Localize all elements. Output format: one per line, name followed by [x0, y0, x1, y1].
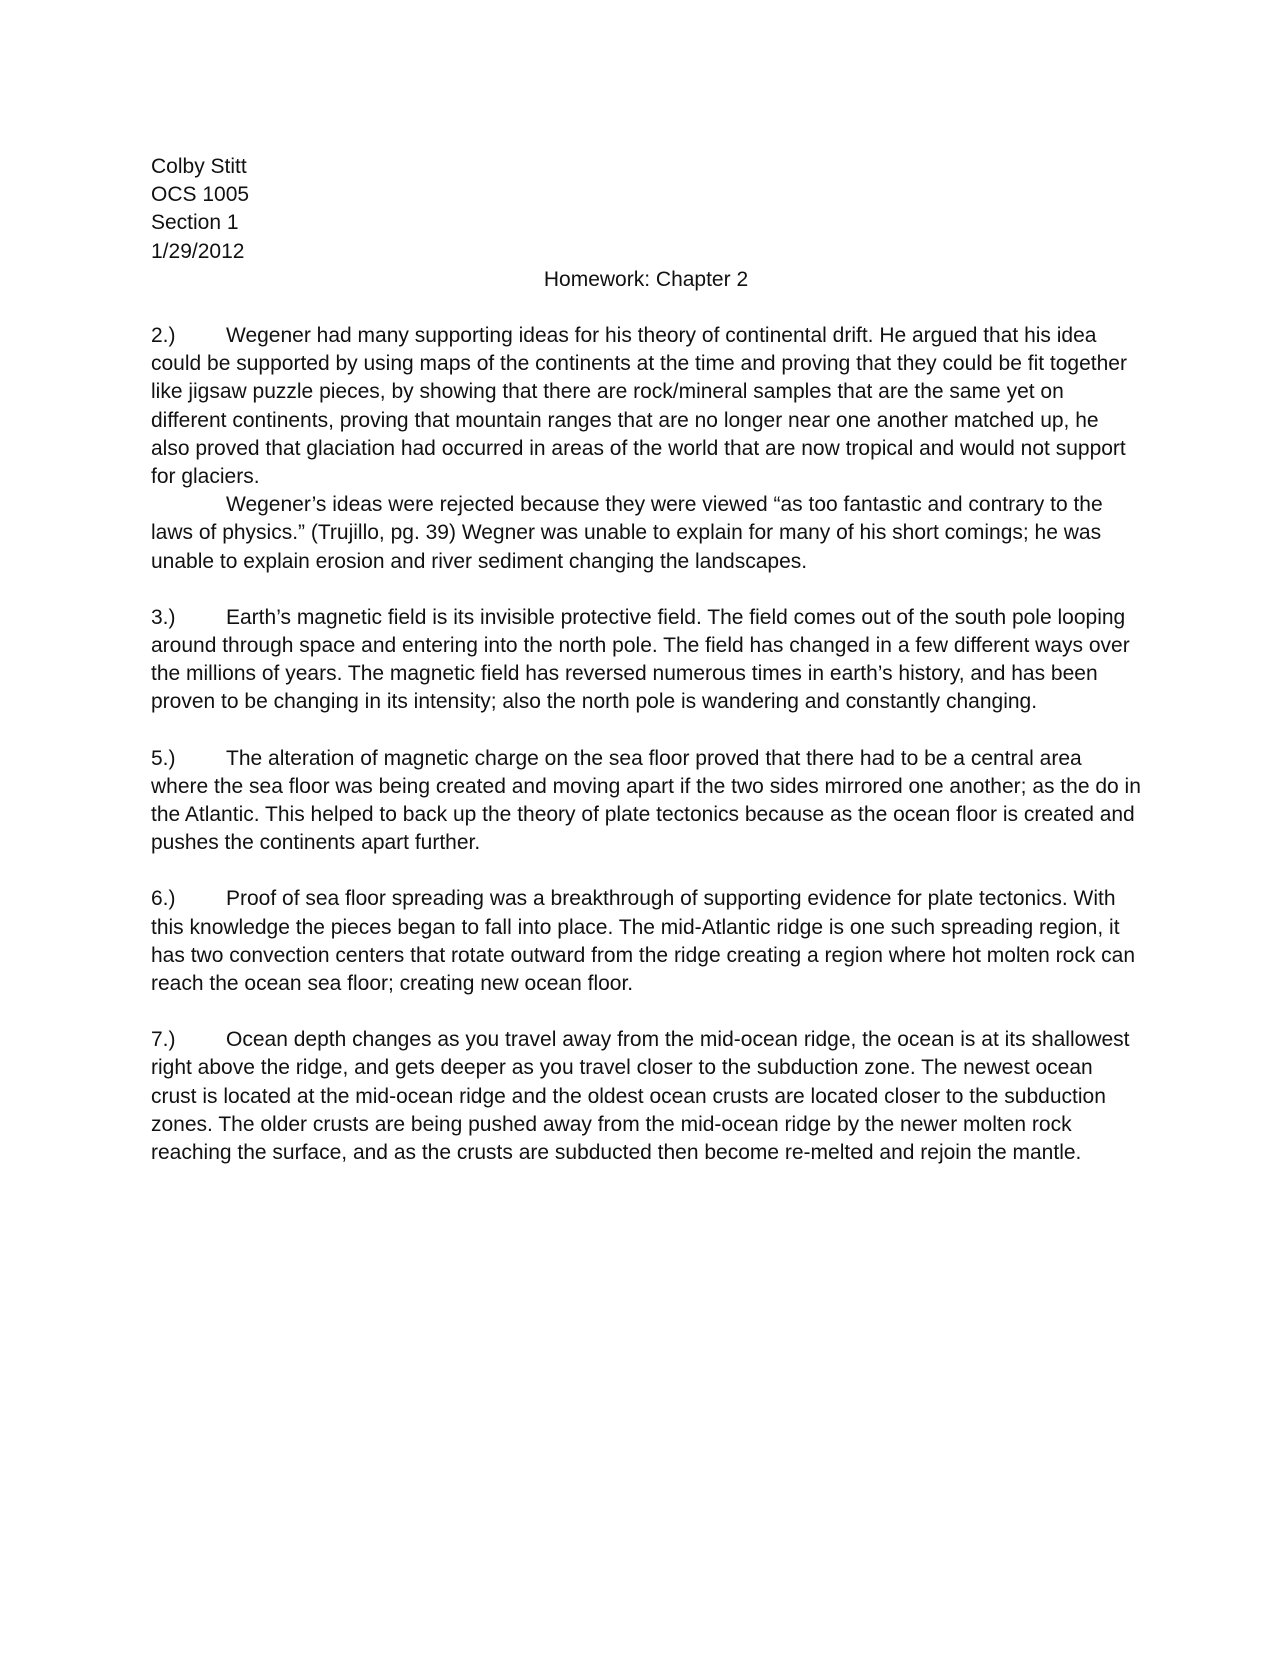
answer-3 [151, 604, 1141, 717]
date-label: 1/29/2012 [151, 239, 245, 263]
paragraph-text: Earth’s magnetic field is its invisible protective field. The field comes out of the south pole looping around through space and entering into the north pole. The field has changed in a few different ways over the millions of years. The magnetic field has reversed numerous times in earth’s history, and has been proven to be changing in its intensity; also the north pole is wandering and constantly changing. [151, 605, 1130, 714]
answer-6 [151, 885, 1141, 998]
answer-paragraph [151, 491, 1141, 576]
answer-paragraph [151, 745, 1141, 858]
document-body [151, 153, 1141, 1195]
question-number: 6.) [151, 887, 176, 911]
paragraph-text: The alteration of magnetic charge on the sea floor proved that there had to be a central area where the sea floor was being created and moving apart if the two sides mirrored one another; as the do in the Atlantic. This helped to back up the theory of plate tectonics because as the ocean floor is created and pushes the continents apart further. [151, 746, 1141, 855]
section-label: Section 1 [151, 211, 239, 235]
document-title: Homework: Chapter 2 [543, 267, 749, 291]
question-number: 5.) [151, 746, 176, 770]
question-number: 3.) [151, 605, 176, 629]
answer-2 [151, 322, 1141, 576]
question-number: 7.) [151, 1028, 176, 1052]
answer-paragraph [151, 885, 1141, 998]
paragraph-text: Wegener’s ideas were rejected because they were viewed “as too fantastic and contrary to the laws of physics.” (Trujillo, pg. 39) Wegner was unable to explain for many of his short comings; he was unable to explain erosion and river sediment changing the landscapes. [151, 493, 1103, 573]
paragraph-text: Ocean depth changes as you travel away from the mid-ocean ridge, the ocean is at its shallowest right above the ridge, and gets deeper as you travel closer to the subduction zone. The newest ocean crust is located at the mid-ocean ridge and the oldest ocean crusts are located closer to the subduction zones. The older crusts are being pushed away from the mid-ocean ridge by the newer molten rock reaching the surface, and as the crusts are subducted then become re-melted and rejoin the mantle. [151, 1028, 1130, 1165]
answer-5 [151, 745, 1141, 858]
answer-paragraph [151, 1026, 1141, 1167]
header-block [151, 153, 1141, 266]
answer-7 [151, 1026, 1141, 1167]
course-code: OCS 1005 [151, 183, 250, 207]
paragraph-text: Proof of sea floor spreading was a breakthrough of supporting evidence for plate tectonics. With this knowledge the pieces began to fall into place. The mid-Atlantic ridge is one such spreading region, it has two convection centers that rotate outward from the ridge creating a region where hot molten rock can reach the ocean sea floor; creating new ocean floor. [151, 887, 1136, 996]
student-name: Colby Stitt [151, 155, 247, 178]
answer-paragraph [151, 604, 1141, 717]
paragraph-text: Wegener had many supporting ideas for his theory of continental drift. He argued that his idea could be supported by using maps of the continents at the time and proving that they could be fit together like jigsaw puzzle pieces, by showing that there are rock/mineral samples that are the same yet on different continents, proving that mountain ranges that are no longer near one another matched up, he also proved that glaciation had occurred in areas of the world that are now tropical and would not support for glaciers. [151, 324, 1127, 489]
question-number: 2.) [151, 324, 176, 348]
answer-paragraph [151, 322, 1141, 491]
